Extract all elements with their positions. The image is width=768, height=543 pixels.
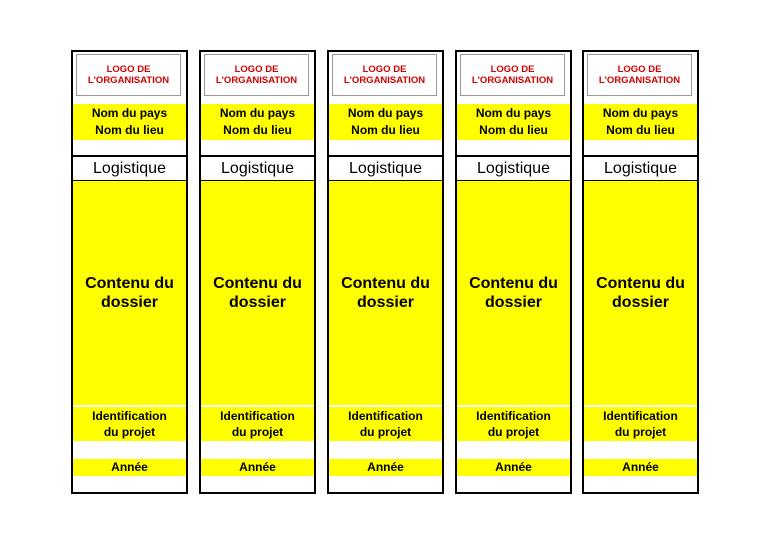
folder-contents: Contenu du dossier bbox=[457, 181, 570, 405]
place-name: Nom du lieu bbox=[606, 122, 675, 137]
country-name: Nom du pays bbox=[602, 106, 679, 120]
place-name: Nom du lieu bbox=[223, 122, 292, 137]
organisation-logo-placeholder bbox=[587, 54, 692, 96]
country-name: Nom du pays bbox=[347, 106, 424, 120]
organisation-logo-placeholder bbox=[332, 54, 437, 96]
category-title: Logistique bbox=[73, 155, 186, 182]
year-field: Année bbox=[329, 459, 442, 476]
project-identification: Identification du projet bbox=[584, 407, 697, 441]
logo-text: LOGO DE L'ORGANISATION bbox=[471, 64, 554, 86]
spine-label-3 bbox=[327, 50, 444, 494]
country-name: Nom du pays bbox=[219, 106, 296, 120]
organisation-logo-placeholder bbox=[460, 54, 565, 96]
organisation-logo-placeholder bbox=[76, 54, 181, 96]
category-title: Logistique bbox=[329, 155, 442, 182]
location-band bbox=[73, 104, 186, 140]
folder-contents: Contenu du dossier bbox=[329, 181, 442, 405]
year-field: Année bbox=[584, 459, 697, 476]
project-identification: Identification du projet bbox=[73, 407, 186, 441]
year-field: Année bbox=[457, 459, 570, 476]
year-field: Année bbox=[73, 459, 186, 476]
folder-contents: Contenu du dossier bbox=[201, 181, 314, 405]
folder-contents: Contenu du dossier bbox=[584, 181, 697, 405]
place-name: Nom du lieu bbox=[351, 122, 420, 137]
spine-label-5 bbox=[582, 50, 699, 494]
logo-text: LOGO DE L'ORGANISATION bbox=[598, 64, 681, 86]
year-field: Année bbox=[201, 459, 314, 476]
category-title: Logistique bbox=[201, 155, 314, 182]
place-name: Nom du lieu bbox=[95, 122, 164, 137]
category-title: Logistique bbox=[584, 155, 697, 182]
category-title: Logistique bbox=[457, 155, 570, 182]
logo-text: LOGO DE L'ORGANISATION bbox=[343, 64, 426, 86]
project-identification: Identification du projet bbox=[457, 407, 570, 441]
spine-label-1 bbox=[71, 50, 188, 494]
country-name: Nom du pays bbox=[91, 106, 168, 120]
location-band bbox=[584, 104, 697, 140]
logo-text: LOGO DE L'ORGANISATION bbox=[87, 64, 170, 86]
spine-label-2 bbox=[199, 50, 316, 494]
spine-label-4 bbox=[455, 50, 572, 494]
project-identification: Identification du projet bbox=[329, 407, 442, 441]
location-band bbox=[201, 104, 314, 140]
folder-contents: Contenu du dossier bbox=[73, 181, 186, 405]
organisation-logo-placeholder bbox=[204, 54, 309, 96]
location-band bbox=[457, 104, 570, 140]
logo-text: LOGO DE L'ORGANISATION bbox=[215, 64, 298, 86]
project-identification: Identification du projet bbox=[201, 407, 314, 441]
country-name: Nom du pays bbox=[475, 106, 552, 120]
location-band bbox=[329, 104, 442, 140]
place-name: Nom du lieu bbox=[479, 122, 548, 137]
